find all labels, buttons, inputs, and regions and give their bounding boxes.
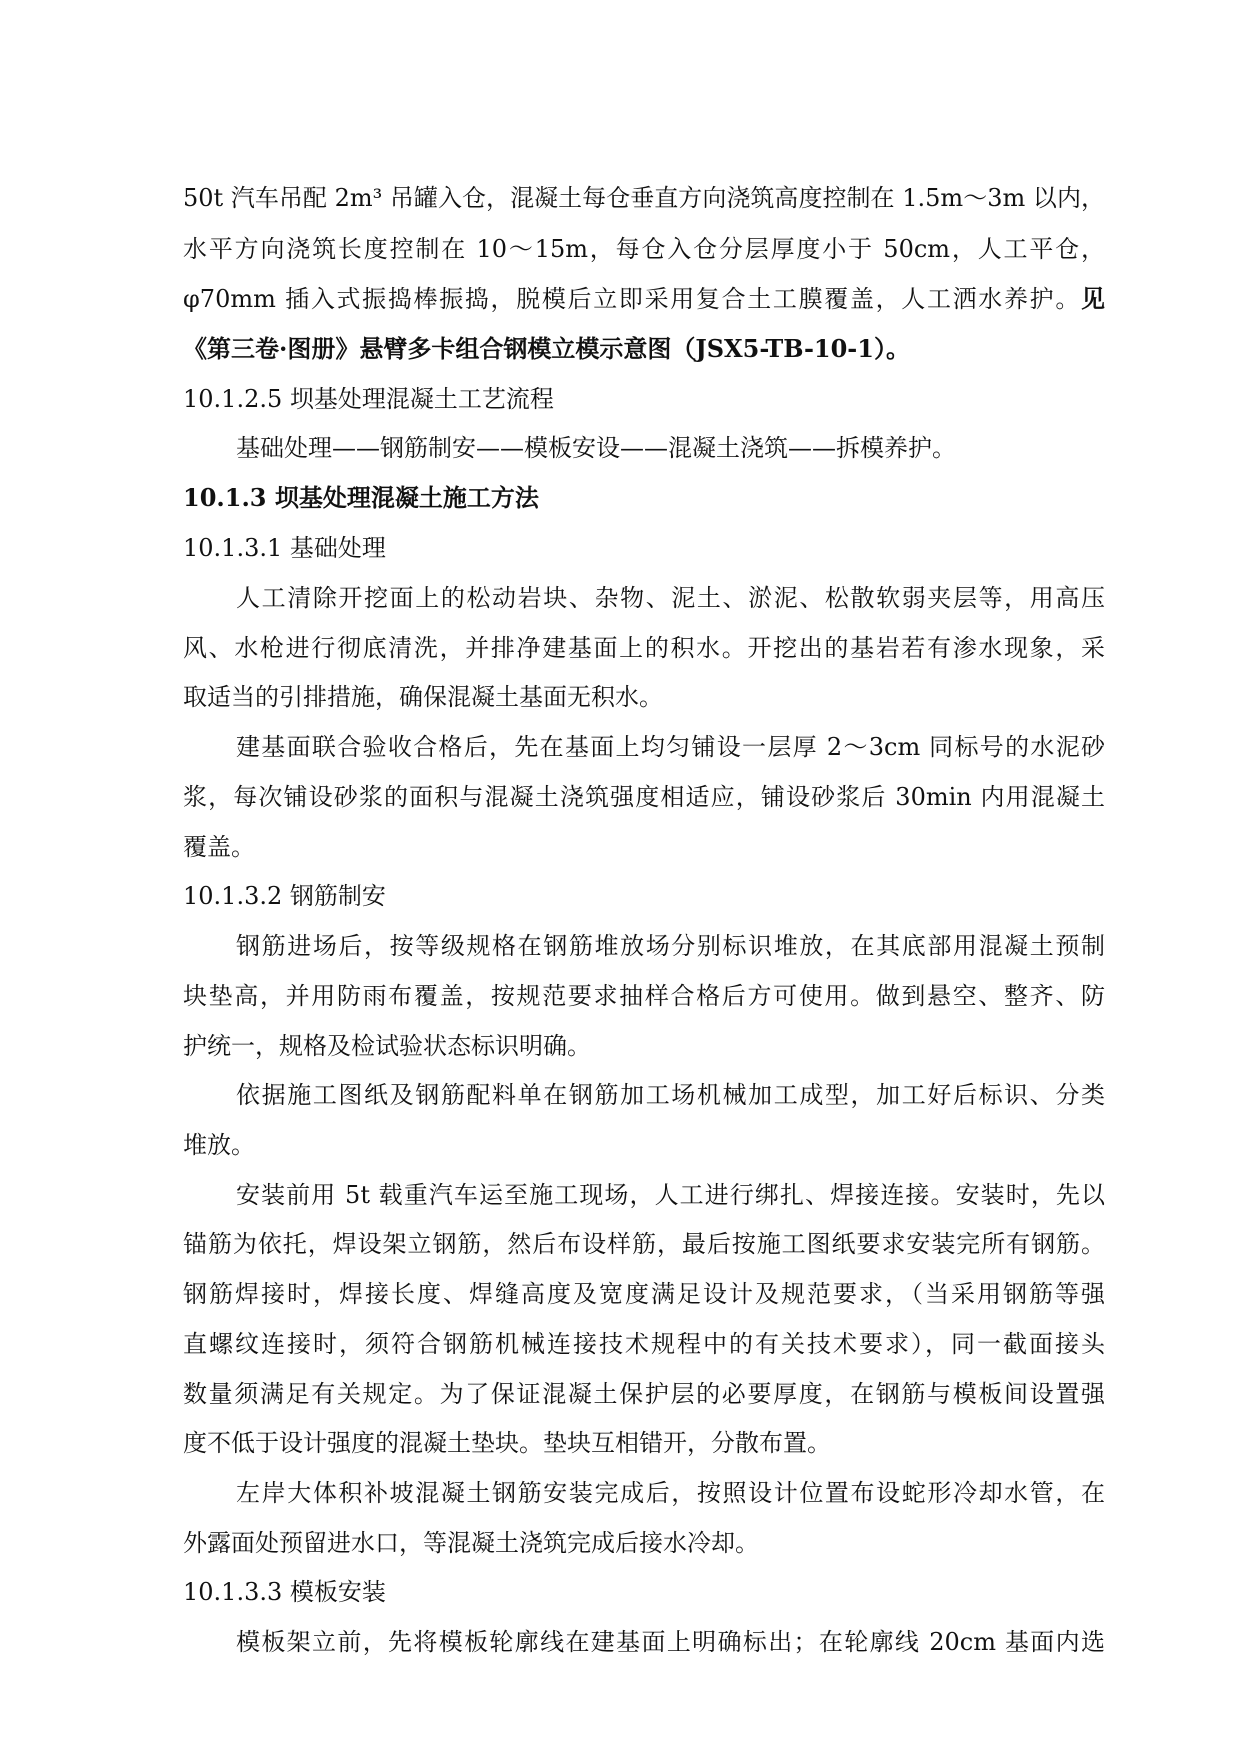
paragraph-line (236, 1179, 1105, 1211)
paragraph-line (183, 283, 1105, 315)
heading-text: 10.1.3 坝基处理混凝土施工方法 (183, 483, 539, 512)
paragraph-line (236, 582, 1105, 614)
line-text: 钢筋进场后，按等级规格在钢筋堆放场分别标识堆放，在其底部用混凝土预制 (236, 932, 1105, 960)
paragraph-line (183, 1228, 1105, 1260)
line-text: φ70mm 插入式振捣棒振捣，脱模后立即采用复合土工膜覆盖，人工洒水养护。 (183, 285, 1081, 313)
line-text: 依据施工图纸及钢筋配料单在钢筋加工场机械加工成型，加工好后标识、分类 (236, 1081, 1105, 1109)
paragraph-line (183, 233, 1105, 265)
process-flow-line (236, 432, 1105, 464)
paragraph-line (236, 731, 1105, 763)
line-text: 度不低于设计强度的混凝土垫块。垫块互相错开，分散布置。 (183, 1429, 831, 1457)
paragraph-line (183, 681, 1105, 713)
line-text: 数量须满足有关规定。为了保证混凝土保护层的必要厚度，在钢筋与模板间设置强 (183, 1380, 1105, 1408)
paragraph-line (183, 781, 1105, 813)
line-text: 安装前用 5t 载重汽车运至施工现场，人工进行绑扎、焊接连接。安装时，先以 (236, 1181, 1105, 1209)
section-heading-10-1-2-5 (183, 383, 1105, 415)
line-text: 护统一，规格及检试验状态标识明确。 (183, 1032, 591, 1060)
paragraph-line (183, 1427, 1105, 1459)
line-text: 块垫高，并用防雨布覆盖，按规范要求抽样合格后方可使用。做到悬空、整齐、防 (183, 982, 1105, 1010)
line-text: 50t 汽车吊配 2m³ 吊罐入仓，混凝土每仓垂直方向浇筑高度控制在 1.5m～3m 以内， (183, 184, 1105, 212)
paragraph-line (236, 1079, 1105, 1111)
paragraph-line (183, 980, 1105, 1012)
paragraph-line (183, 1030, 1105, 1062)
line-text: 锚筋为依托，焊设架立钢筋，然后布设样筋，最后按施工图纸要求安装完所有钢筋。 (183, 1230, 1105, 1258)
section-heading-10-1-3-3 (183, 1576, 1105, 1608)
line-text: 水平方向浇筑长度控制在 10～15m，每仓入仓分层厚度小于 50cm，人工平仓， (183, 235, 1105, 263)
line-text: 人工清除开挖面上的松动岩块、杂物、泥土、淤泥、松散软弱夹层等，用高压 (236, 584, 1105, 612)
line-text: 外露面处预留进水口，等混凝土浇筑完成后接水冷却。 (183, 1529, 759, 1557)
figure-reference-text: 《第三卷·图册》悬臂多卡组合钢模立模示意图（JSX5-TB-10-1）。 (183, 334, 910, 363)
line-text: 浆，每次铺设砂浆的面积与混凝土浇筑强度相适应，铺设砂浆后 30min 内用混凝土 (183, 783, 1105, 811)
paragraph-line (183, 1129, 1105, 1161)
paragraph-line (183, 1527, 1105, 1559)
paragraph-line (236, 1477, 1105, 1509)
paragraph-line (236, 1626, 1105, 1658)
line-text: 左岸大体积补坡混凝土钢筋安装完成后，按照设计位置布设蛇形冷却水管，在 (236, 1479, 1105, 1507)
heading-text: 10.1.3.2 钢筋制安 (183, 882, 386, 910)
paragraph-line (183, 1378, 1105, 1410)
figure-reference-text: 见 (1081, 284, 1105, 313)
paragraph-line (183, 632, 1105, 664)
line-text: 堆放。 (183, 1131, 255, 1159)
paragraph-line (183, 1278, 1105, 1310)
line-text: 直螺纹连接时，须符合钢筋机械连接技术规程中的有关技术要求），同一截面接头 (183, 1330, 1105, 1358)
heading-text: 10.1.3.3 模板安装 (183, 1578, 386, 1606)
line-text: 建基面联合验收合格后，先在基面上均匀铺设一层厚 2～3cm 同标号的水泥砂 (236, 733, 1105, 761)
heading-text: 10.1.2.5 坝基处理混凝土工艺流程 (183, 385, 554, 413)
section-heading-10-1-3-2 (183, 880, 1105, 912)
heading-text: 10.1.3.1 基础处理 (183, 534, 386, 562)
line-text: 覆盖。 (183, 833, 255, 861)
paragraph-line (183, 182, 1105, 214)
paragraph-line (183, 831, 1105, 863)
section-heading-10-1-3-1 (183, 532, 1105, 564)
line-text: 模板架立前，先将模板轮廓线在建基面上明确标出；在轮廓线 20cm 基面内选 (236, 1628, 1105, 1656)
paragraph-line (183, 1328, 1105, 1360)
line-text: 钢筋焊接时，焊接长度、焊缝高度及宽度满足设计及规范要求，（当采用钢筋等强 (183, 1280, 1105, 1308)
figure-reference-line (183, 333, 1105, 365)
paragraph-line (236, 930, 1105, 962)
line-text: 风、水枪进行彻底清洗，并排净建基面上的积水。开挖出的基岩若有渗水现象，采 (183, 634, 1105, 662)
line-text: 基础处理——钢筋制安——模板安设——混凝土浇筑——拆模养护。 (236, 434, 956, 462)
line-text: 取适当的引排措施，确保混凝土基面无积水。 (183, 683, 663, 711)
section-heading-10-1-3 (183, 482, 1105, 514)
